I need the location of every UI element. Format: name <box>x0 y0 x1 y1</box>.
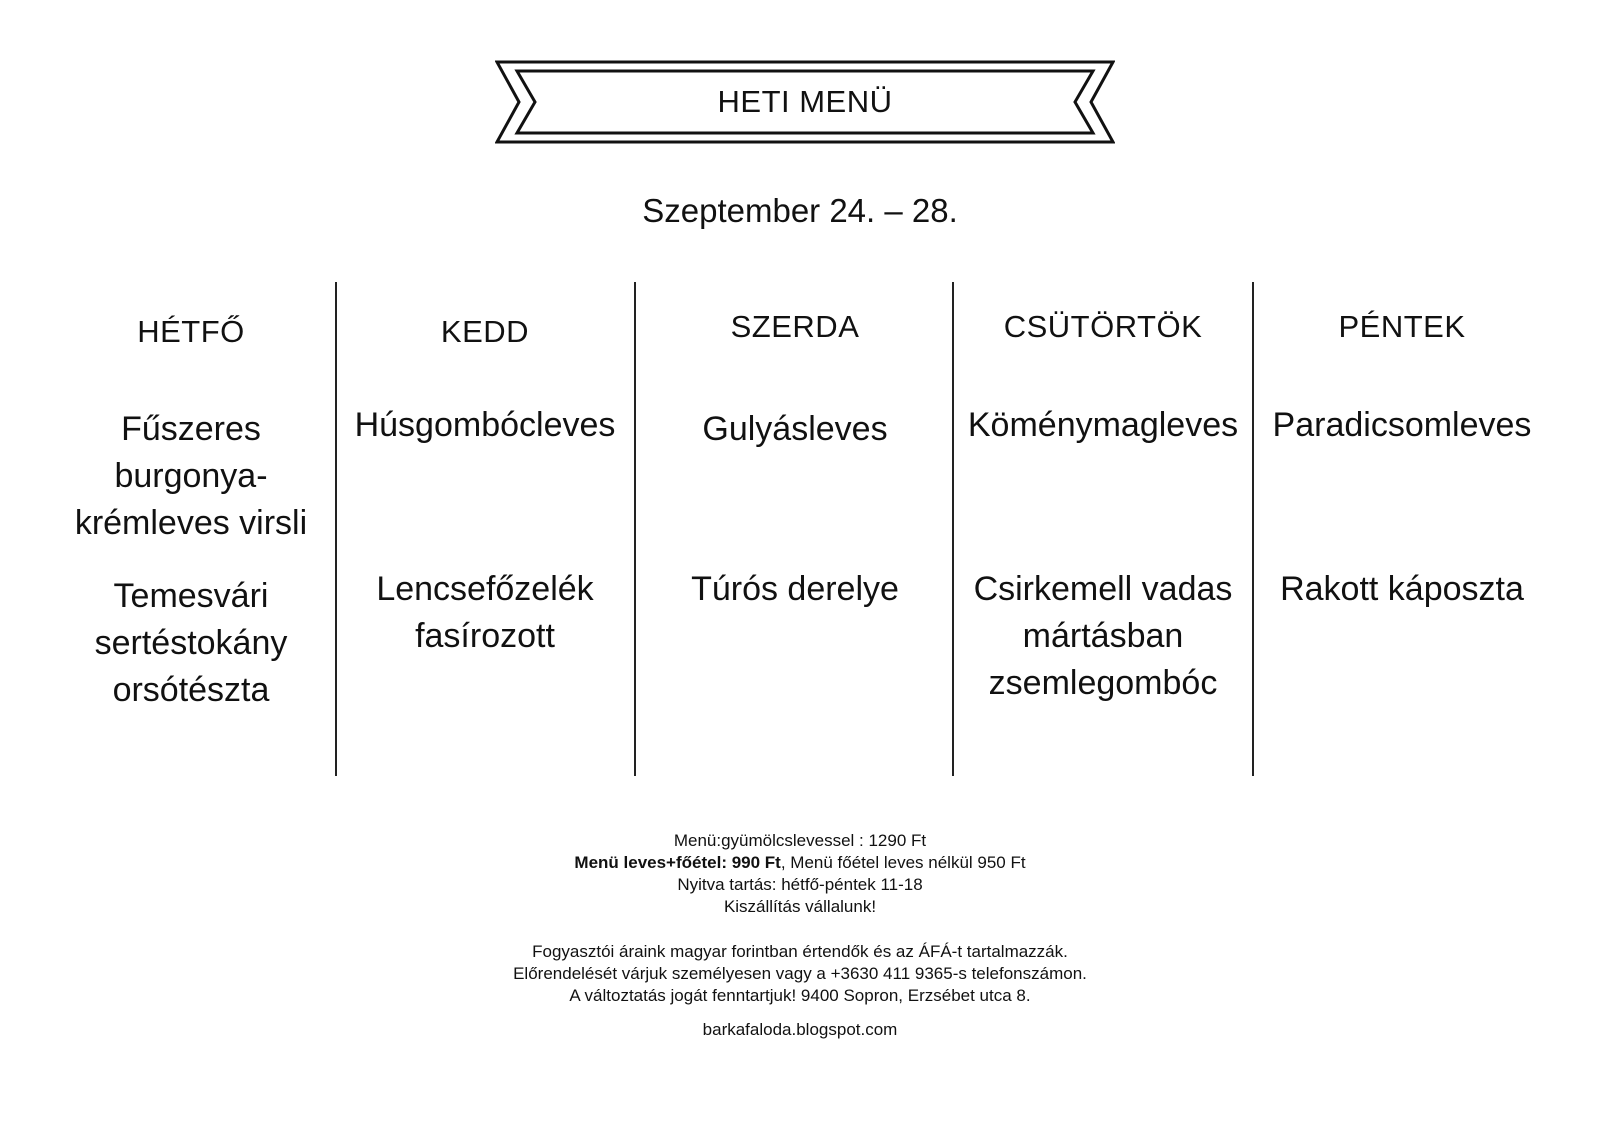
main-course-item: Temesvári sertéstokány orsótészta <box>94 577 288 709</box>
column-divider <box>952 282 954 776</box>
main-course-item: Rakott káposzta <box>1280 570 1524 608</box>
day-name: CSÜTÖRTÖK <box>1003 309 1203 344</box>
menu-price-bold: Menü leves+főétel: 990 Ft <box>574 853 781 872</box>
soup-item: Fűszeres burgonya-krémleves virsli <box>74 410 308 542</box>
title-banner <box>495 60 1115 144</box>
footer-line-address: A változtatás jogát fenntartjuk! 9400 Sopron, Erzsébet utca 8. <box>569 986 1031 1005</box>
footer-line-fruit-soup-menu: Menü:gyümölcslevessel : 1290 Ft <box>673 831 927 850</box>
footer-line-prices-note: Fogyasztói áraink magyar forintban értendők és az ÁFÁ-t tartalmazzák. <box>532 942 1068 961</box>
day-name: HÉTFŐ <box>137 314 245 349</box>
footer-line-menu-prices <box>0 852 1600 874</box>
soup-item: Húsgombócleves <box>354 406 616 444</box>
menu-price-rest: , Menü főétel leves nélkül 950 Ft <box>780 853 1026 872</box>
menu-title: HETI MENÜ <box>717 84 893 119</box>
main-course-item: Túrós derelye <box>691 570 899 608</box>
soup-item: Köménymagleves <box>967 406 1239 444</box>
footer-line-opening-hours: Nyitva tartás: hétfő-péntek 11-18 <box>677 875 923 894</box>
day-name: SZERDA <box>730 309 860 344</box>
main-course-item: Lencsefőzelék fasírozott <box>376 570 594 655</box>
column-divider <box>1252 282 1254 776</box>
date-range: Szeptember 24. – 28. <box>642 192 958 229</box>
footer-line-delivery: Kiszállítás vállalunk! <box>723 897 877 916</box>
day-name: PÉNTEK <box>1338 309 1466 344</box>
soup-item: Paradicsomleves <box>1272 406 1532 444</box>
column-divider <box>335 282 337 776</box>
footer-notes <box>0 941 1600 1007</box>
website-link[interactable]: barkafaloda.blogspot.com <box>702 1020 898 1039</box>
soup-item: Gulyásleves <box>702 410 888 448</box>
footer-line-preorder: Előrendelését várjuk személyesen vagy a +3630 411 9365-s telefonszámon. <box>513 964 1087 983</box>
footer-pricing <box>0 830 1600 918</box>
column-divider <box>634 282 636 776</box>
main-course-item: Csirkemell vadas mártásban zsemlegombóc <box>973 570 1233 702</box>
day-name: KEDD <box>440 314 530 349</box>
